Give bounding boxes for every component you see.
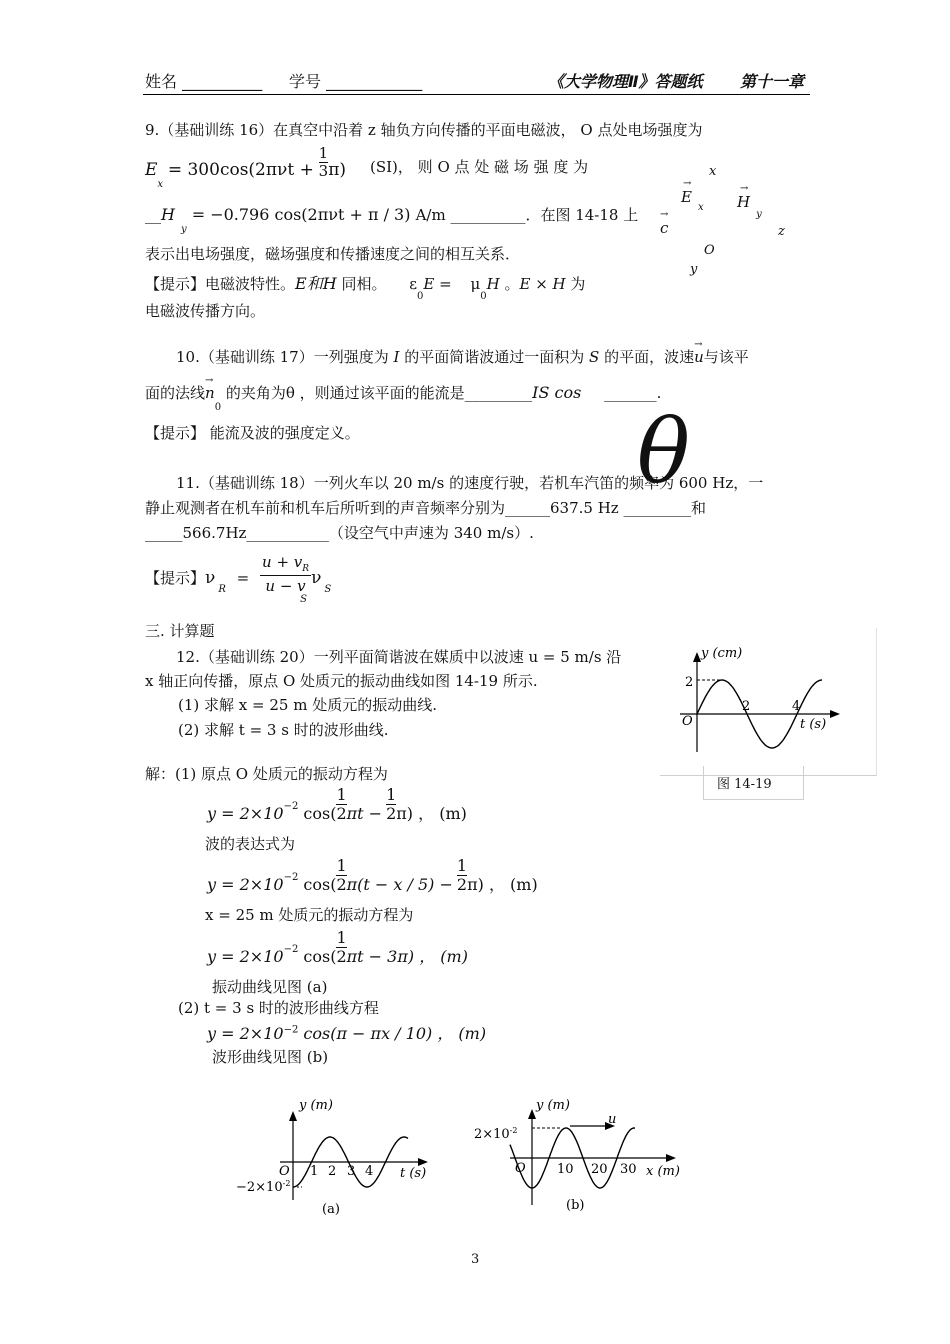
sol-eq1: $y = 2\times 10^{-2}$ cos( $\frac{1}{2}$ πt − $\frac{1}{2}$ π) ， (m) [207, 785, 467, 823]
header-name-label: 姓名 __________ [145, 72, 263, 91]
q10-hint: 【提示】 能流及波的强度定义。 [145, 424, 360, 442]
fig1418-z-label: z [778, 224, 785, 239]
figb-u-label: u [608, 1112, 617, 1127]
fig1419-tick-2: 2 [742, 699, 751, 714]
q10-theta-large: θ [637, 400, 690, 503]
figure-a [230, 1095, 450, 1220]
figa-tick-2: 2 [328, 1164, 337, 1179]
sol-line3: x = 25 m 处质元的振动方程为 [205, 906, 414, 924]
fig1418-y-label: y [690, 262, 698, 277]
q12-line1: 12.（基础训练 20）一列平面简谐波在媒质中以波速 u = 5 m/s 沿 [176, 648, 622, 666]
figb-x-label: x (m) [646, 1164, 680, 1179]
q12-part2: (2) 求解 t = 3 s 时的波形曲线. [178, 721, 389, 739]
figure-b [470, 1095, 710, 1220]
sol-eq2: $y = 2\times 10^{-2}$ cos( $\frac{1}{2}$ π(t − x / 5) − $\frac{1}{2}$ π) ， (m) [207, 856, 538, 894]
header-rule [143, 94, 810, 95]
sol-line2: 波的表达式为 [205, 835, 296, 853]
figb-tick-30: 30 [620, 1162, 637, 1177]
figb-y-label: y (m) [536, 1098, 570, 1113]
q11-line1: 11.（基础训练 18）一列火车以 20 m/s 的速度行驶，若机车汽笛的频率为 600 Hz，一 [176, 474, 764, 492]
figa-t-arrow [418, 1158, 428, 1166]
fig1419-y-label: y (cm) [701, 646, 743, 661]
figb-y-arrow [528, 1109, 536, 1119]
sol-line6: 波形曲线见图 (b) [212, 1048, 329, 1066]
fig1419-t-arrow [830, 710, 840, 718]
figa-amp-label: $-2\times 10^{-2}$ [236, 1179, 291, 1195]
fig1419-tick-4: 4 [792, 699, 801, 714]
figb-tick-10: 10 [557, 1162, 574, 1177]
figa-tick-1: 1 [310, 1164, 319, 1179]
page-number: 3 [471, 1252, 480, 1267]
sol-line5: (2) t = 3 s 时的波形曲线方程 [178, 999, 379, 1017]
q9-equation: $E_x = 300\cos(2\pi\nu t$ + $\frac{1}{3}$ π) [145, 144, 346, 190]
fig1418-c-label: → c [660, 209, 669, 237]
sol-line4: 振动曲线见图 (a) [212, 978, 328, 996]
sol-line1: 解：(1) 原点 O 处质元的振动方程为 [145, 765, 388, 783]
figa-t-label: t (s) [400, 1166, 427, 1181]
q11-hint-formula: 【提示】$\nu_R$ = $u + v_R$ u − v S $\nu_S$ [145, 553, 332, 605]
q9-line3: 表示出电场强度，磁场强度和传播速度之间的相互关系． [145, 245, 521, 263]
q12-line2: x 轴正向传播，原点 O 处质元的振动曲线如图 14-19 所示. [145, 672, 538, 690]
figb-caption: (b) [566, 1198, 585, 1213]
fig1419-chart [660, 640, 860, 760]
fig1419-caption: 图 14-19 [717, 777, 772, 792]
q9-hint: 【提示】电磁波特性。E和H 同相。 $\varepsilon_0E = \mu_0H$ 。E × H 为 [145, 274, 586, 302]
q10-line2: 面的法线 → $n_0$ 的夹角为θ ，则通过该平面的能流是_________IS cos _______. [145, 375, 662, 413]
figb-x-arrow [666, 1154, 676, 1162]
sol-eq4: $y = 2\times 10^{-2}$ cos(π − πx / 10) ， (m) [207, 1024, 487, 1043]
q12-part1: (1) 求解 x = 25 m 处质元的振动曲线. [178, 696, 437, 714]
q9-eq-unit: (SI)， 则 O 点 处 磁 场 强 度 为 [370, 158, 589, 176]
figa-y-arrow [289, 1111, 297, 1121]
fig1418-H-label: → $H_y$ [737, 183, 762, 220]
q9-line5: 电磁波传播方向。 [145, 302, 266, 320]
q11-line2: 静止观测者在机车前和机车后所听到的声音频率分别为______637.5 Hz _________和 [145, 499, 706, 517]
figb-tick-20: 20 [591, 1162, 608, 1177]
header-chapter: 第十一章 [740, 72, 805, 91]
figa-origin: O [279, 1164, 290, 1179]
header-book: 《大学物理Ⅱ》答题纸 [548, 72, 703, 91]
fig1418-O-label: O [704, 243, 715, 258]
fig1418-x-label: x [709, 164, 717, 179]
figb-amp-label: $2\times 10^{-2}$ [474, 1126, 518, 1142]
q9-line1: 9.（基础训练 16）在真空中沿着 z 轴负方向传播的平面电磁波， O 点处电场强度为 [145, 121, 703, 139]
q11-line3: _____566.7Hz___________（设空气中声速为 340 m/s）. [145, 524, 534, 542]
figb-origin: O [515, 1161, 526, 1176]
figa-y-label: y (m) [299, 1098, 333, 1113]
fig1419-origin: O [682, 714, 693, 729]
fig1419-y-arrow [693, 652, 701, 662]
q9-answer: $\_\_H_y = -0.796$ cos(2πνt + π / 3) A/m __________．在图 14-18 上 [145, 205, 639, 235]
fig1419-t-label: t (s) [800, 717, 827, 732]
fig1419-amp-label: 2 [685, 675, 694, 690]
figa-tick-4: 4 [365, 1164, 374, 1179]
section3-title: 三. 计算题 [145, 622, 215, 640]
header-id-label: 学号 ____________ [289, 72, 423, 91]
q10-line1: 10.（基础训练 17）一列强度为 I 的平面简谐波通过一面积为 S 的平面，波速 → u与该平 [176, 339, 749, 366]
figa-tick-3: 3 [347, 1164, 356, 1179]
sol-eq3: $y = 2\times 10^{-2}$ cos( $\frac{1}{2}$ πt − 3π) ， (m) [207, 928, 468, 966]
figa-caption: (a) [322, 1202, 340, 1217]
fig1418-E-label: → $E_x$ [681, 178, 704, 213]
